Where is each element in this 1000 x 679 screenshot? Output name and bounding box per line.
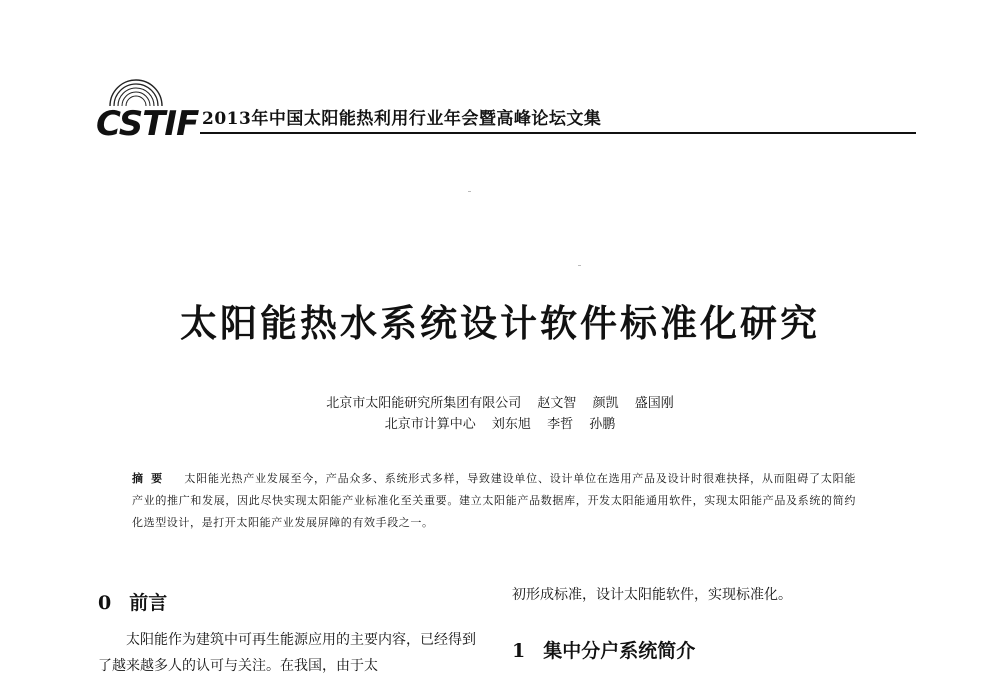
- running-header-title: 2013年中国太阳能热利用行业年会暨高峰论坛文集: [202, 109, 602, 129]
- author-line-1: [0, 392, 1000, 411]
- section-number: 1: [512, 640, 526, 662]
- abstract: [132, 468, 856, 534]
- section-heading-1: [512, 636, 932, 663]
- intro-paragraph: 太阳能作为建筑中可再生能源应用的主要内容，已经得到了越来越多人的认可与关注。在我国，由于太: [98, 632, 476, 674]
- logo-text: CSTIF: [96, 104, 199, 144]
- section-number: 0: [98, 592, 112, 614]
- author-name: 李哲: [547, 417, 574, 432]
- continuation-paragraph: 初形成标准，设计太阳能软件，实现标准化。: [512, 587, 792, 603]
- section-title: 前言: [129, 592, 168, 614]
- section-heading-intro: [98, 588, 478, 615]
- author-line-2: [0, 413, 1000, 432]
- abstract-label: 摘要: [132, 472, 171, 485]
- affiliation: 北京市太阳能研究所集团有限公司: [326, 396, 522, 411]
- author-name: 刘东旭: [491, 417, 531, 432]
- left-column: [98, 588, 478, 679]
- paper-title: 太阳能热水系统设计软件标准化研究: [180, 301, 820, 345]
- abstract-text: 太阳能光热产业发展至今，产品众多、系统形式多样，导致建设单位、设计单位在选用产品及设计时很难抉择，从而阻碍了太阳能产业的推广和发展，因此尽快实现太阳能产业标准化至关重要。建立太阳能产品数据库，开发太阳能通用软件，实现太阳能产品及系统的简约化选型设计，是打开太阳能产业发展屏障的有效手段之一。: [132, 472, 856, 529]
- header-divider: [200, 132, 916, 134]
- cstif-logo: [96, 72, 199, 144]
- author-name: 颜凯: [592, 396, 619, 411]
- sun-arc-icon: [106, 72, 166, 108]
- scan-speck: [578, 265, 581, 266]
- author-name: 孙鹏: [589, 417, 616, 432]
- affiliation: 北京市计算中心: [384, 417, 476, 432]
- author-name: 盛国刚: [634, 396, 674, 411]
- section-title: 集中分户系统简介: [543, 640, 696, 662]
- scan-speck: [468, 191, 471, 192]
- right-column: [512, 582, 932, 663]
- author-name: 赵文智: [537, 396, 577, 411]
